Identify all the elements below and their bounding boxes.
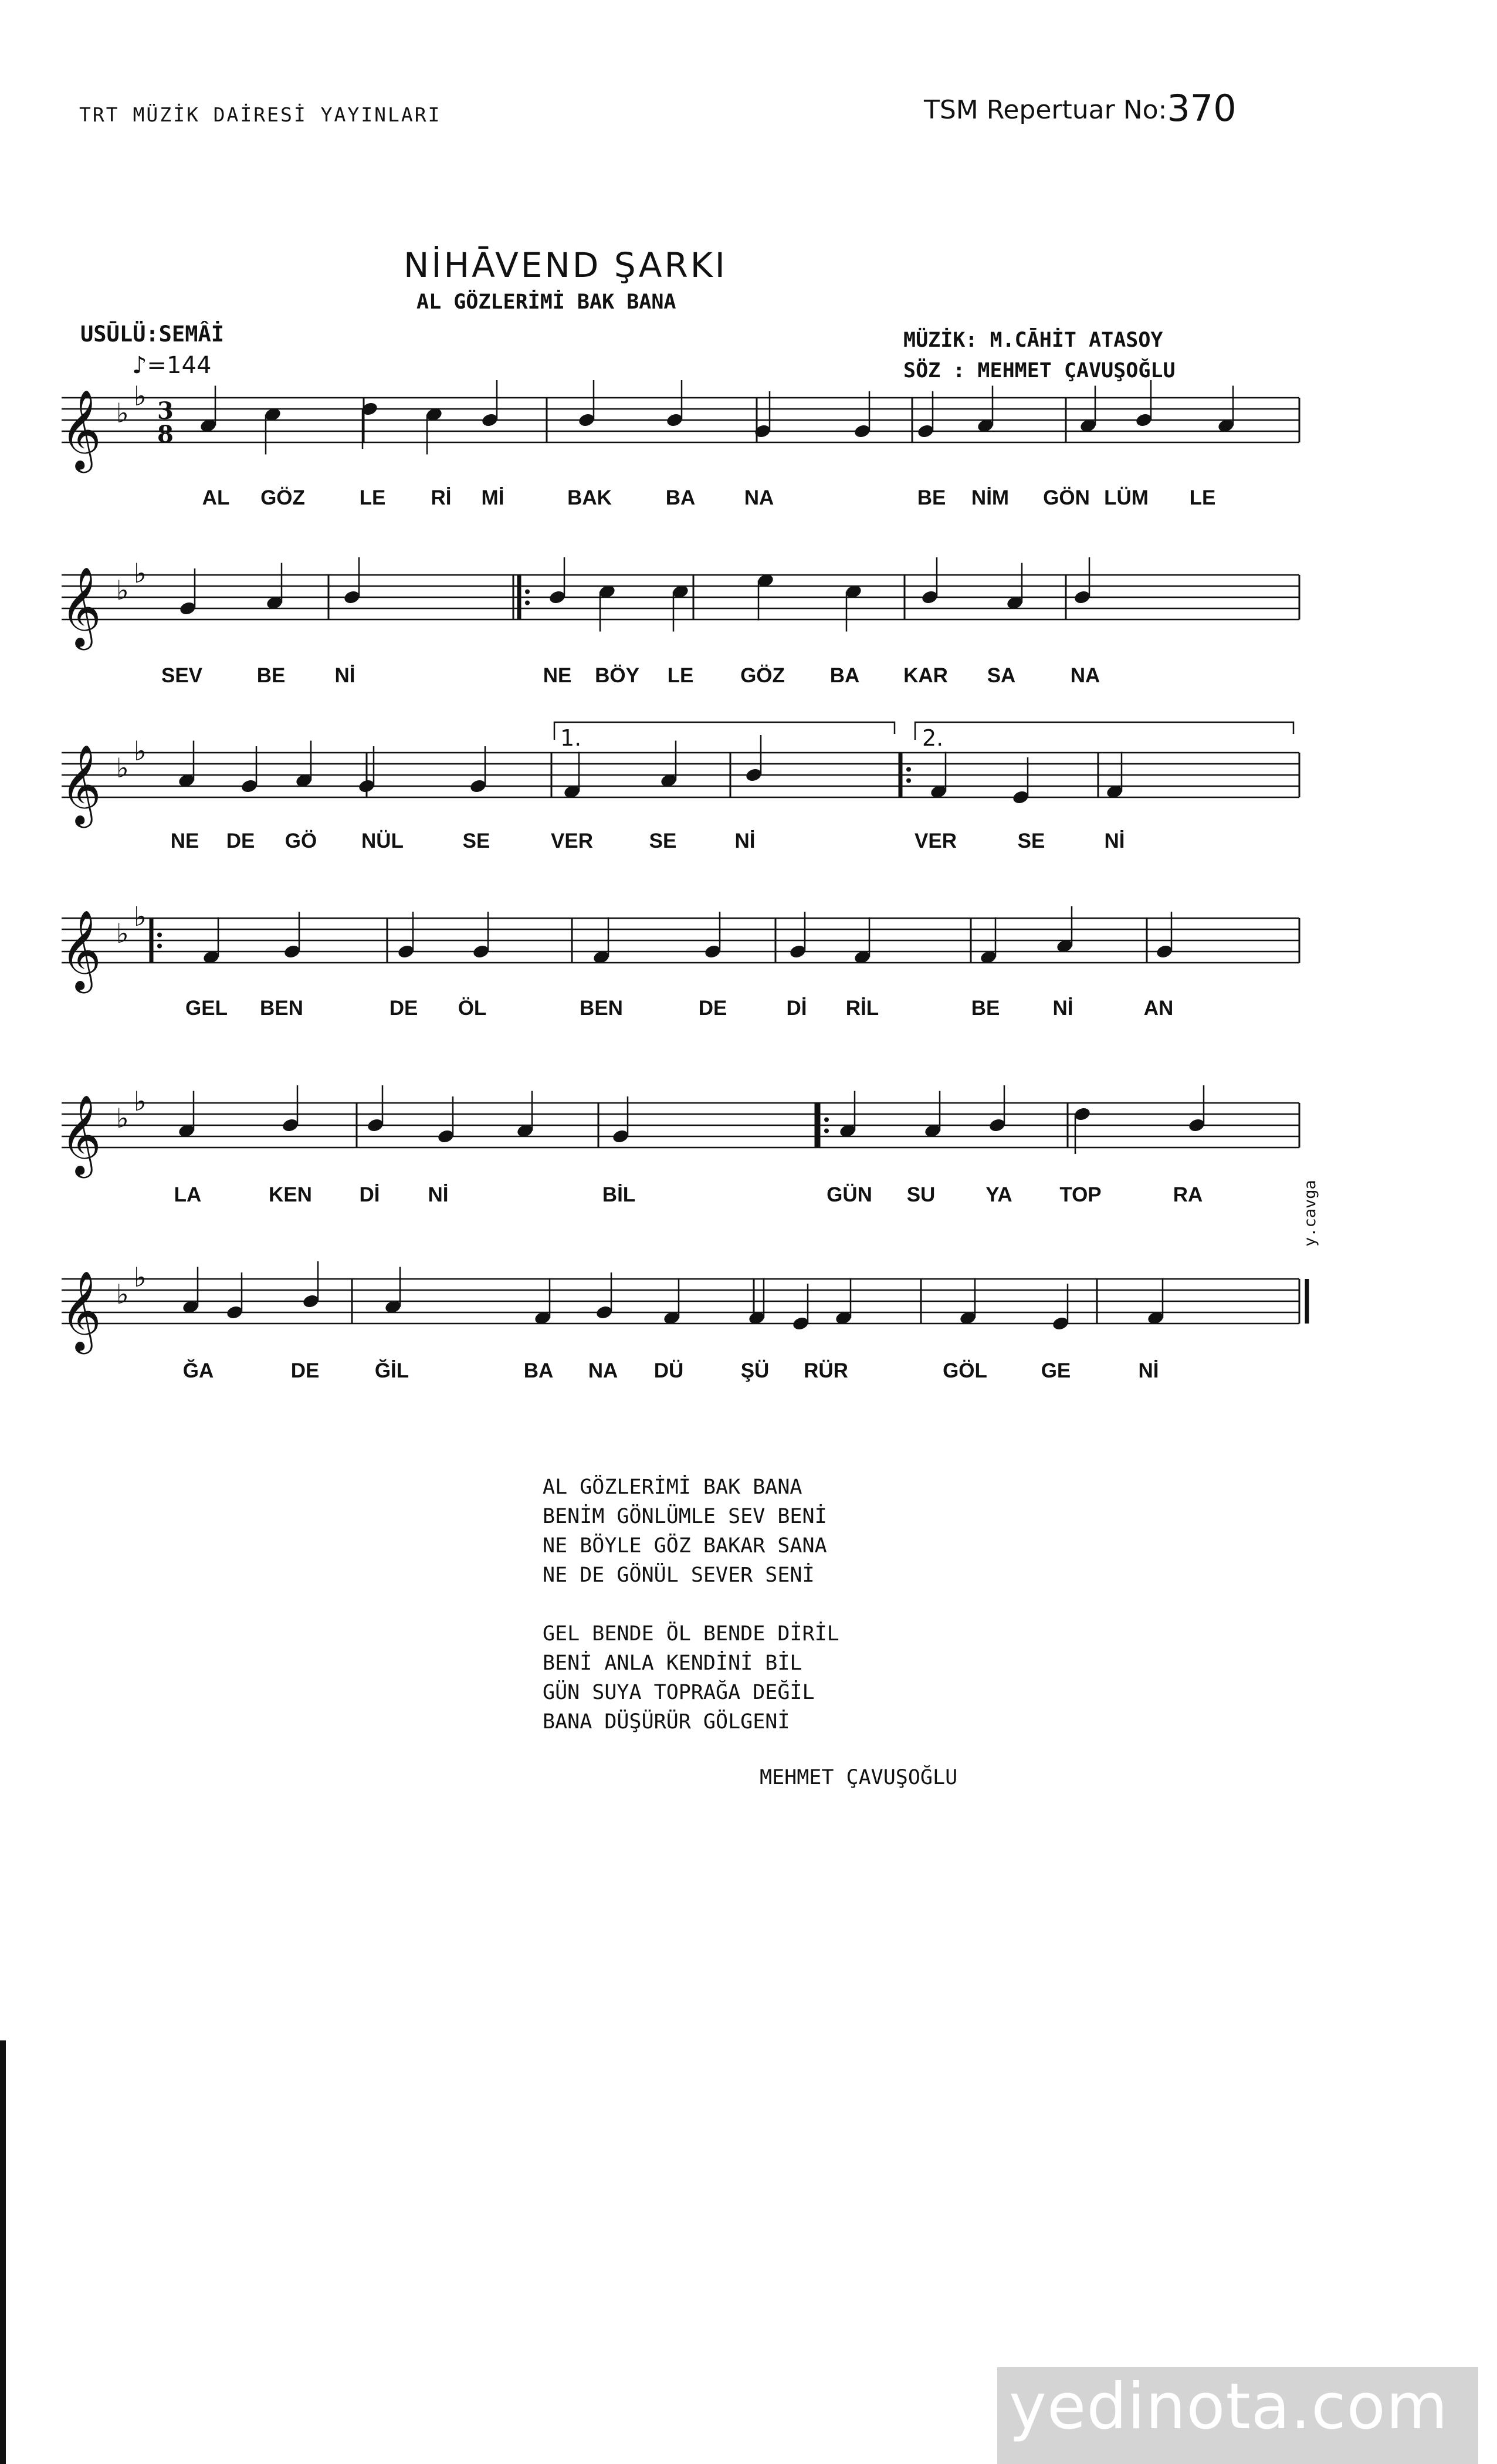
lyric-syllable: GE [1041,1359,1071,1382]
lyric-syllable: Nİ [734,830,756,852]
poem-line: BENİM GÖNLÜMLE SEV BENİ [543,1505,827,1528]
lyric-syllable: LA [174,1183,202,1206]
volta-label-1: 1. [560,725,582,751]
flat-icon: ♭ [116,918,129,949]
repeat-dot [906,767,911,772]
lyric-syllable: NE [170,830,199,852]
lyric-syllable: SEV [161,664,203,687]
flat-icon: ♭ [116,574,129,606]
treble-clef-icon: 𝄞 [60,909,101,990]
lyric-syllable: Nİ [334,664,355,687]
flat-icon: ♭ [116,1102,129,1134]
lyric-syllable: ĞİL [374,1359,409,1382]
lyric-syllable: GÖZ [740,664,785,687]
lyric-syllable: DÜ [653,1359,684,1382]
lyric-syllable: BAK [567,486,612,509]
eighth-note-icon: ♪ [132,352,147,379]
lyric-syllable: DE [698,997,727,1020]
lyric-syllable: GÖN [1043,486,1090,509]
lyric-syllable: KEN [269,1183,312,1206]
poem-line: NE BÖYLE GÖZ BAKAR SANA [543,1534,827,1558]
lyric-syllable: SE [649,830,677,852]
volta-label-2: 2. [922,725,944,751]
poem-author: MEHMET ÇAVUŞOĞLU [760,1766,958,1789]
poem-line: BANA DÜŞÜRÜR GÖLGENİ [543,1710,790,1734]
flat-icon: ♭ [134,1085,147,1117]
volta-bracket-2 [915,722,1293,740]
tempo-value: =144 [147,352,212,379]
arranger-mark: y.cavga [1301,1180,1319,1247]
time-sig-denominator: 8 [157,421,174,448]
lyric-syllable: BA [829,664,860,687]
lyric-syllable: SE [462,830,490,852]
lyric-syllable: ÖL [458,997,487,1020]
lyric-syllable: BA [523,1359,554,1382]
lyric-syllable: ĞA [182,1359,214,1382]
flat-icon: ♭ [116,752,129,784]
treble-clef-icon: 𝄞 [60,1270,101,1351]
flat-icon: ♭ [116,397,129,429]
lyric-syllable: LE [359,486,386,509]
flat-icon: ♭ [134,1261,147,1293]
lyric-syllable: NA [1070,664,1100,687]
lyric-syllable: Nİ [1052,997,1073,1020]
lyric-syllable: GÖ [285,830,317,852]
lyric-syllable: LE [667,664,694,687]
lyric-syllable: Rİ [431,486,452,509]
lyric-syllable: LE [1189,486,1216,509]
lyricist-credit: SÖZ : MEHMET ÇAVUŞOĞLU [903,359,1176,383]
lyric-syllable: BİL [602,1183,636,1206]
repeat-dot [906,779,911,783]
lyric-syllable: BE [256,664,286,687]
lyric-syllable: GÖL [943,1359,987,1382]
lyric-syllable: YA [985,1183,1012,1206]
lyric-syllable: Mİ [481,486,504,509]
lyric-syllable: BE [917,486,946,509]
treble-clef-icon: 𝄞 [60,1094,101,1175]
flat-icon: ♭ [134,735,147,767]
lyric-syllable: BA [665,486,696,509]
poem-line: GEL BENDE ÖL BENDE DİRİL [543,1622,839,1646]
repeat-dot [824,1129,829,1133]
lyric-syllable: LÜM [1104,486,1149,509]
lyric-syllable: NA [744,486,774,509]
lyric-syllable: Nİ [1138,1359,1159,1382]
lyric-syllable: GÜN [827,1183,872,1206]
poem-line: BENİ ANLA KENDİNİ BİL [543,1651,802,1675]
lyric-syllable: Nİ [1104,830,1125,852]
lyric-syllable: BEN [260,997,303,1020]
poem-line: AL GÖZLERİMİ BAK BANA [543,1475,802,1499]
watermark-text: yedinota.com [1009,2370,1448,2443]
lyric-syllable: BEN [580,997,623,1020]
treble-clef-icon: 𝄞 [60,743,101,824]
lyric-syllable: VER [915,830,957,852]
time-sig-numerator: 3 [157,397,174,425]
lyric-syllable: AL [202,486,230,509]
lyric-syllable: RA [1173,1183,1203,1206]
lyric-syllable: NE [543,664,572,687]
lyric-syllable: GEL [185,997,228,1020]
composer-credit: MÜZİK: M.CĀHİT ATASOY [903,329,1163,352]
piece-subtitle: AL GÖZLERİMİ BAK BANA [416,290,676,314]
flat-icon: ♭ [134,901,147,932]
lyric-syllable: NA [588,1359,618,1382]
piece-title: NİHĀVEND ŞARKI [404,245,727,285]
lyric-syllable: NİM [971,486,1010,509]
lyric-syllable: Dİ [786,997,807,1020]
usul-label: USŪLÜ:SEMÂİ [80,321,225,347]
lyric-syllable: AN [1143,997,1174,1020]
publisher-header: TRT MÜZİK DAİRESİ YAYINLARI [79,103,442,126]
lyric-syllable: GÖZ [260,486,305,509]
poem-text [543,1473,839,1737]
lyric-syllable: NÜL [361,830,404,852]
repertoire-label: TSM Repertuar No: [924,95,1167,125]
flat-icon: ♭ [134,557,147,589]
repeat-dot [824,1118,829,1122]
lyric-syllable: SU [906,1183,936,1206]
lyric-syllable: BE [971,997,1000,1020]
stanza-gap [543,1590,839,1619]
repeat-dot [525,601,530,605]
lyric-syllable: DE [226,830,255,852]
lyric-syllable: SE [1017,830,1045,852]
lyric-syllable: KAR [903,664,948,687]
flat-icon: ♭ [134,380,147,412]
flat-icon: ♭ [116,1278,129,1310]
lyric-syllable: DE [290,1359,320,1382]
lyric-syllable: RİL [845,997,879,1020]
repeat-dot [525,590,530,594]
poem-line: GÜN SUYA TOPRAĞA DEĞİL [543,1681,815,1704]
scan-edge-bar [0,2040,6,2464]
repertoire-value: 370 [1167,87,1237,130]
lyric-syllable: SA [987,664,1016,687]
lyric-syllable: ŞÜ [740,1359,770,1382]
treble-clef-icon: 𝄞 [60,566,101,647]
lyric-syllable: BÖY [595,664,639,687]
lyric-syllable: RÜR [804,1359,848,1382]
lyric-syllable: Dİ [359,1183,380,1206]
lyric-syllable: Nİ [428,1183,449,1206]
lyric-syllable: TOP [1059,1183,1102,1206]
lyric-syllable: DE [389,997,418,1020]
repeat-dot [157,944,162,949]
treble-clef-icon: 𝄞 [60,388,101,469]
lyric-syllable: VER [551,830,593,852]
volta-bracket-1 [554,722,895,740]
repeat-dot [157,933,162,937]
poem-line: NE DE GÖNÜL SEVER SENİ [543,1563,815,1587]
